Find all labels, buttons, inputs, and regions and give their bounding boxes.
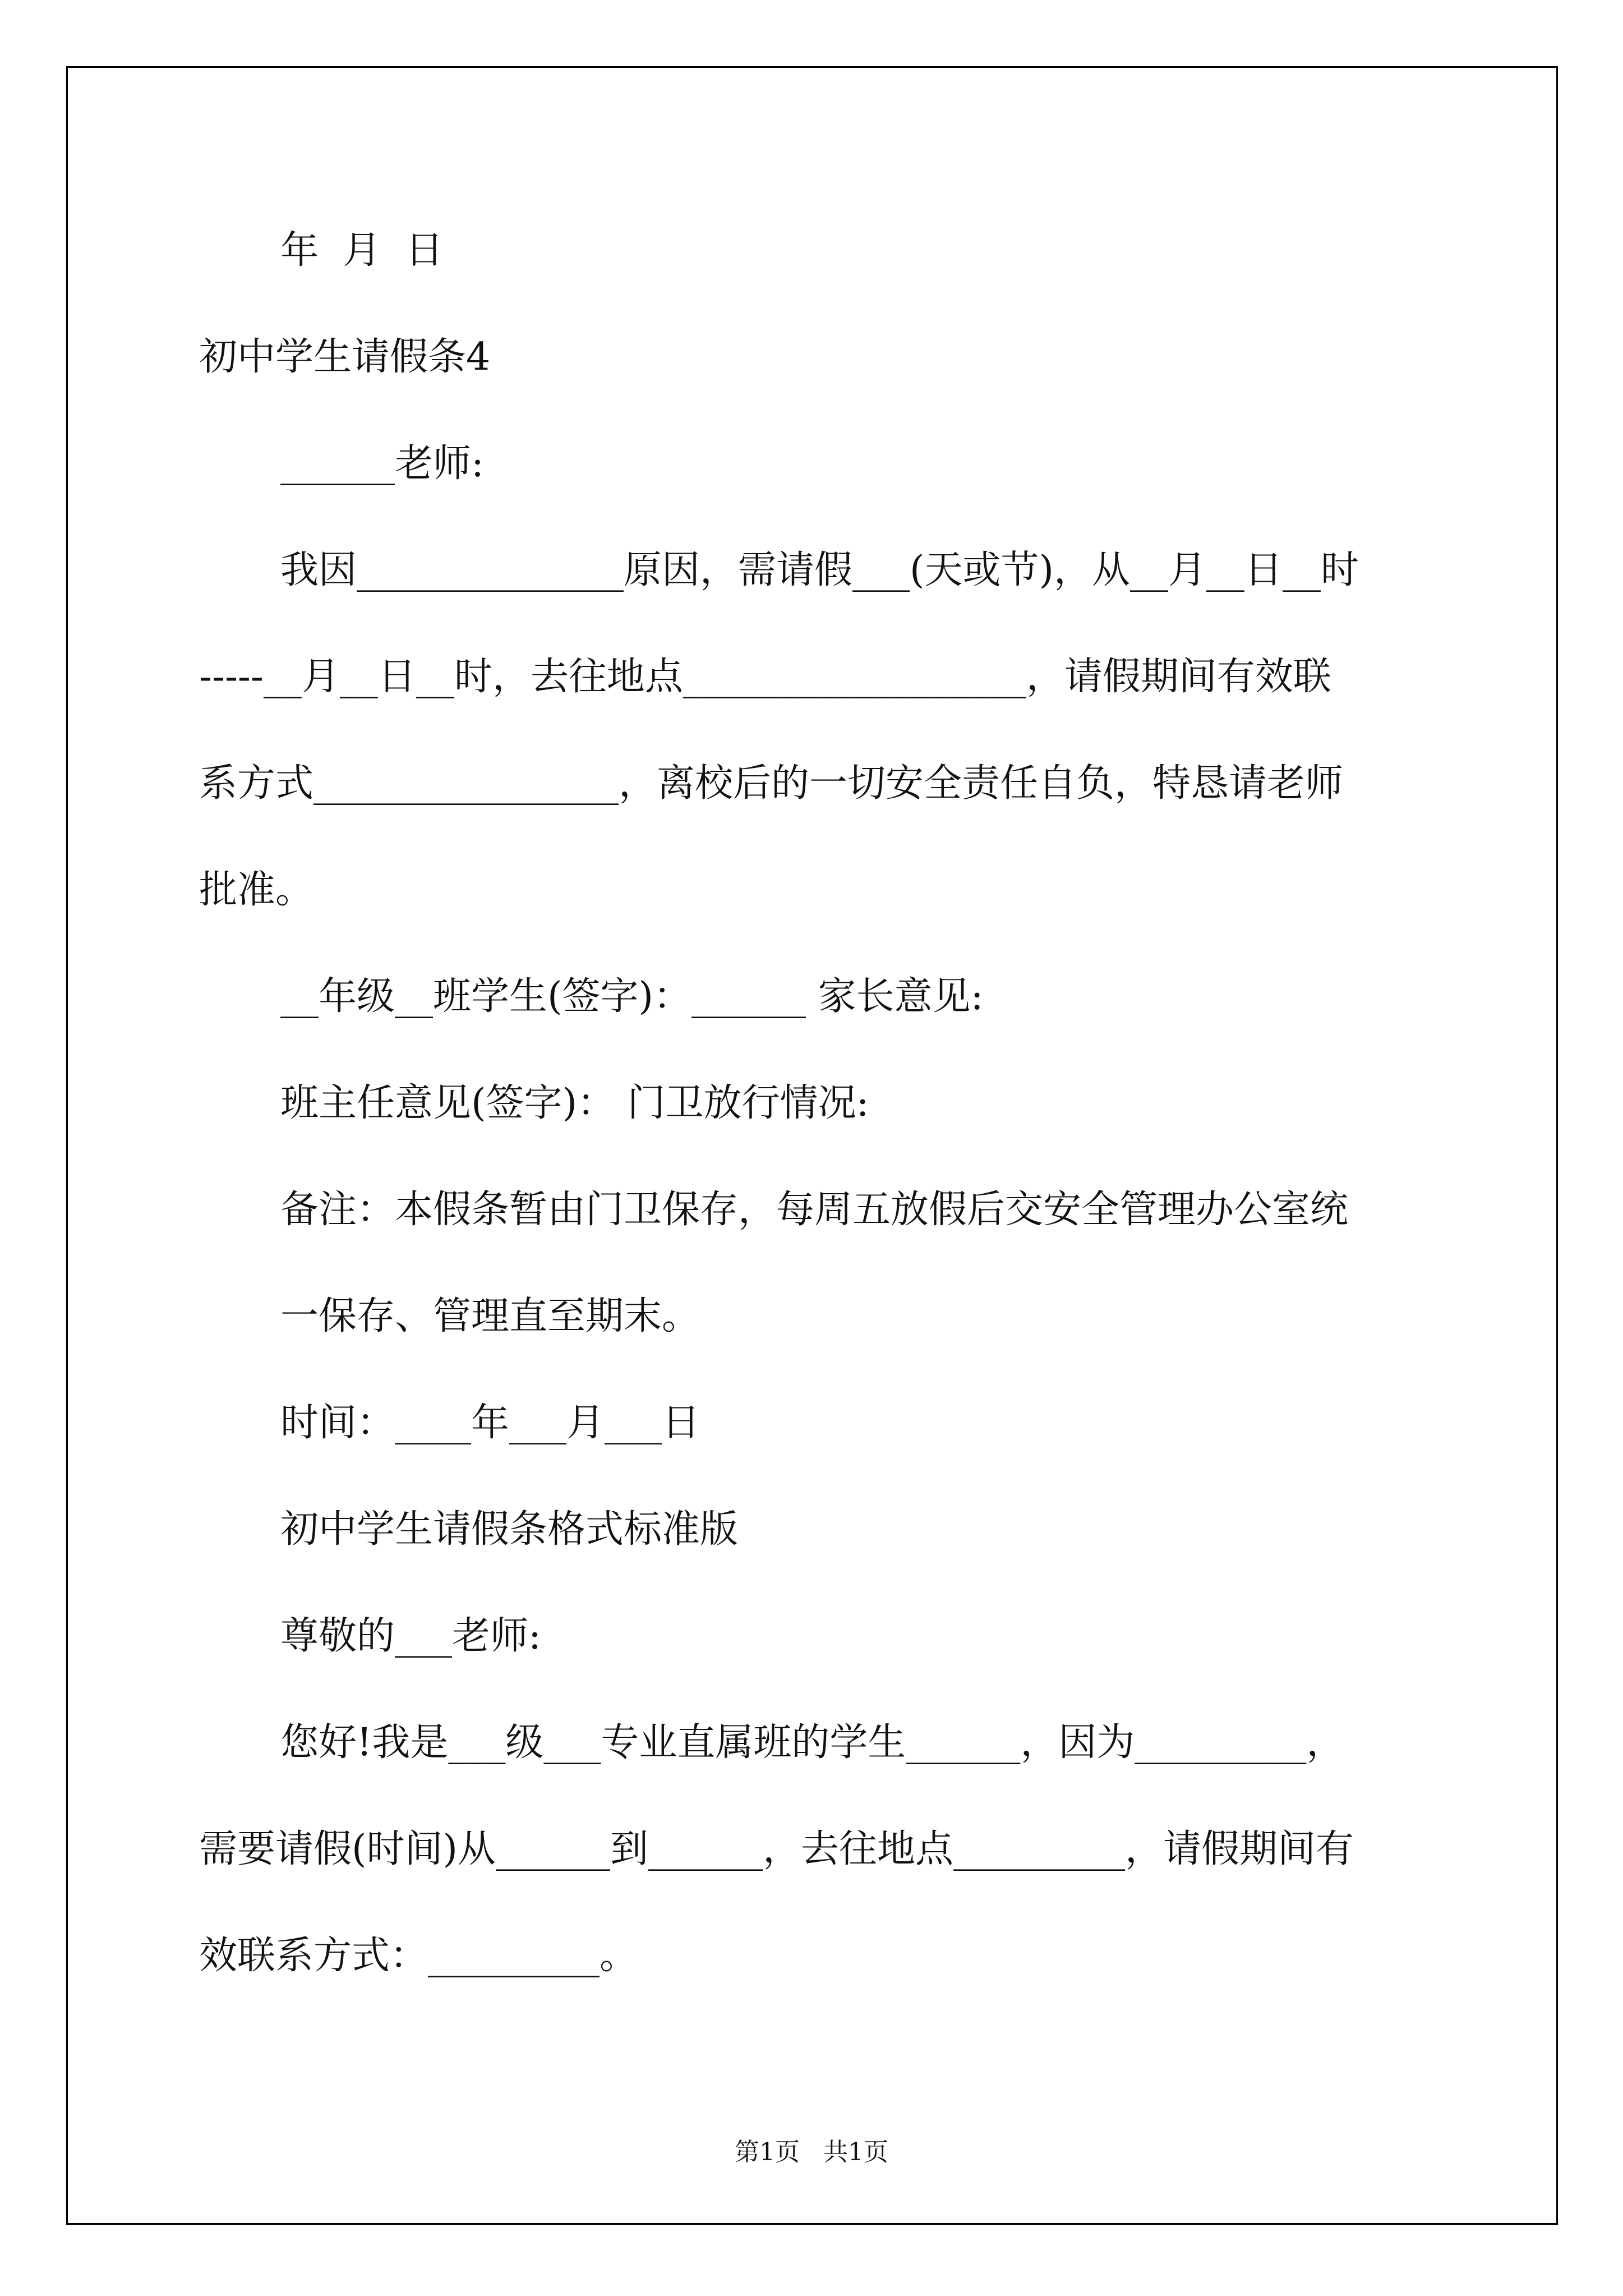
- page-border: [66, 66, 1558, 2225]
- body-line: 需要请假(时间)从______到______，去往地点_________，请假期间有: [199, 1827, 1354, 1871]
- body-line: -----__月__日__时，去往地点__________________，请假期间有效联: [199, 655, 1331, 699]
- signature-line: __年级__班学生(签字)：______ 家长意见:: [280, 974, 984, 1019]
- note-line: 备注：本假条暂由门卫保存，每周五放假后交安全管理办公室统: [280, 1188, 1349, 1232]
- note-line: 一保存、管理直至期末。: [280, 1294, 700, 1338]
- body-line: 我因______________原因，需请假___(天或节)，从__月__日__时: [280, 548, 1359, 592]
- signature-line: 班主任意见(签字)： 门卫放行情况:: [280, 1081, 869, 1125]
- page-number: 第1页 共1页: [735, 2138, 888, 2166]
- time-line: 时间：____年___月___日: [280, 1401, 700, 1445]
- section-title: 初中学生请假条4: [199, 335, 491, 379]
- body-line: 效联系方式：_________。: [199, 1934, 638, 1978]
- salutation: 尊敬的___老师:: [280, 1614, 541, 1658]
- body-line: 您好!我是___级___专业直属班的学生______，因为_________，: [280, 1720, 1345, 1765]
- section-title: 初中学生请假条格式标准版: [280, 1507, 739, 1552]
- body-line: 系方式________________，离校后的一切安全责任自负，特恳请老师: [199, 761, 1344, 806]
- salutation: ______老师:: [280, 441, 484, 486]
- body-line: 批准。: [199, 868, 314, 912]
- date-line: 年 月 日: [280, 228, 444, 273]
